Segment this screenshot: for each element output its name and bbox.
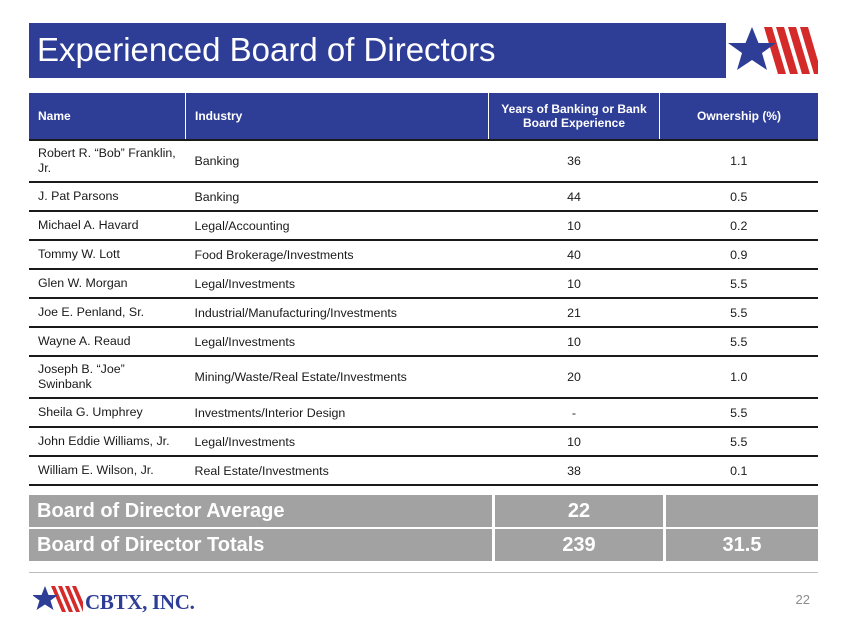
average-years: 22 — [495, 495, 663, 527]
board-table — [29, 93, 818, 486]
table-row — [29, 456, 818, 485]
director-name: William E. Wilson, Jr. — [29, 456, 186, 485]
director-industry: Legal/Investments — [186, 327, 489, 356]
director-name: Sheila G. Umphrey — [29, 398, 186, 427]
table-row — [29, 427, 818, 456]
director-name: Joseph B. “Joe” Swinbank — [29, 356, 186, 398]
director-name: Tommy W. Lott — [29, 240, 186, 269]
director-industry: Legal/Investments — [186, 269, 489, 298]
director-ownership: 5.5 — [660, 398, 819, 427]
director-ownership: 5.5 — [660, 269, 819, 298]
director-industry: Legal/Investments — [186, 427, 489, 456]
director-industry: Banking — [186, 182, 489, 211]
director-years: 10 — [489, 327, 660, 356]
director-name: Michael A. Havard — [29, 211, 186, 240]
table-row — [29, 398, 818, 427]
director-name: John Eddie Williams, Jr. — [29, 427, 186, 456]
page-number: 22 — [795, 592, 810, 607]
director-years: 40 — [489, 240, 660, 269]
director-industry: Investments/Interior Design — [186, 398, 489, 427]
director-industry: Industrial/Manufacturing/Investments — [186, 298, 489, 327]
slide-title: Experienced Board of Directors — [37, 31, 496, 68]
table-row — [29, 240, 818, 269]
director-ownership: 0.2 — [660, 211, 819, 240]
director-ownership: 0.1 — [660, 456, 819, 485]
director-years: 44 — [489, 182, 660, 211]
director-industry: Real Estate/Investments — [186, 456, 489, 485]
header-industry: Industry — [186, 93, 489, 140]
director-years: 10 — [489, 427, 660, 456]
director-years: 10 — [489, 211, 660, 240]
totals-ownership: 31.5 — [666, 529, 818, 561]
director-ownership: 5.5 — [660, 327, 819, 356]
director-industry: Legal/Accounting — [186, 211, 489, 240]
table-header-row — [29, 93, 818, 140]
director-ownership: 1.1 — [660, 140, 819, 182]
director-industry: Mining/Waste/Real Estate/Investments — [186, 356, 489, 398]
header-ownership: Ownership (%) — [660, 93, 819, 140]
director-years: 36 — [489, 140, 660, 182]
table-row — [29, 327, 818, 356]
director-industry: Food Brokerage/Investments — [186, 240, 489, 269]
table-row — [29, 182, 818, 211]
director-years: 20 — [489, 356, 660, 398]
table-row — [29, 211, 818, 240]
director-name: Robert R. “Bob” Franklin, Jr. — [29, 140, 186, 182]
summary-totals-row — [29, 529, 818, 561]
director-ownership: 5.5 — [660, 427, 819, 456]
summary-average-row — [29, 495, 818, 527]
director-industry: Banking — [186, 140, 489, 182]
title-bar — [29, 23, 818, 78]
cbtx-flag-logo-icon — [33, 584, 83, 614]
table-row — [29, 269, 818, 298]
director-ownership: 5.5 — [660, 298, 819, 327]
director-ownership: 0.9 — [660, 240, 819, 269]
director-name: Glen W. Morgan — [29, 269, 186, 298]
average-label: Board of Director Average — [29, 495, 492, 527]
brand-name: CBTX, INC. — [85, 590, 195, 614]
header-years: Years of Banking or Bank Board Experience — [489, 93, 660, 140]
footer-divider — [29, 572, 818, 573]
director-years: 21 — [489, 298, 660, 327]
table-row — [29, 298, 818, 327]
director-years: 38 — [489, 456, 660, 485]
totals-years: 239 — [495, 529, 663, 561]
star-stripes-logo-icon — [726, 23, 818, 78]
director-name: Joe E. Penland, Sr. — [29, 298, 186, 327]
table-row — [29, 140, 818, 182]
director-ownership: 1.0 — [660, 356, 819, 398]
totals-label: Board of Director Totals — [29, 529, 492, 561]
director-ownership: 0.5 — [660, 182, 819, 211]
header-name: Name — [29, 93, 186, 140]
director-name: Wayne A. Reaud — [29, 327, 186, 356]
director-name: J. Pat Parsons — [29, 182, 186, 211]
average-ownership — [666, 495, 818, 527]
table-row — [29, 356, 818, 398]
director-years: 10 — [489, 269, 660, 298]
director-years: - — [489, 398, 660, 427]
